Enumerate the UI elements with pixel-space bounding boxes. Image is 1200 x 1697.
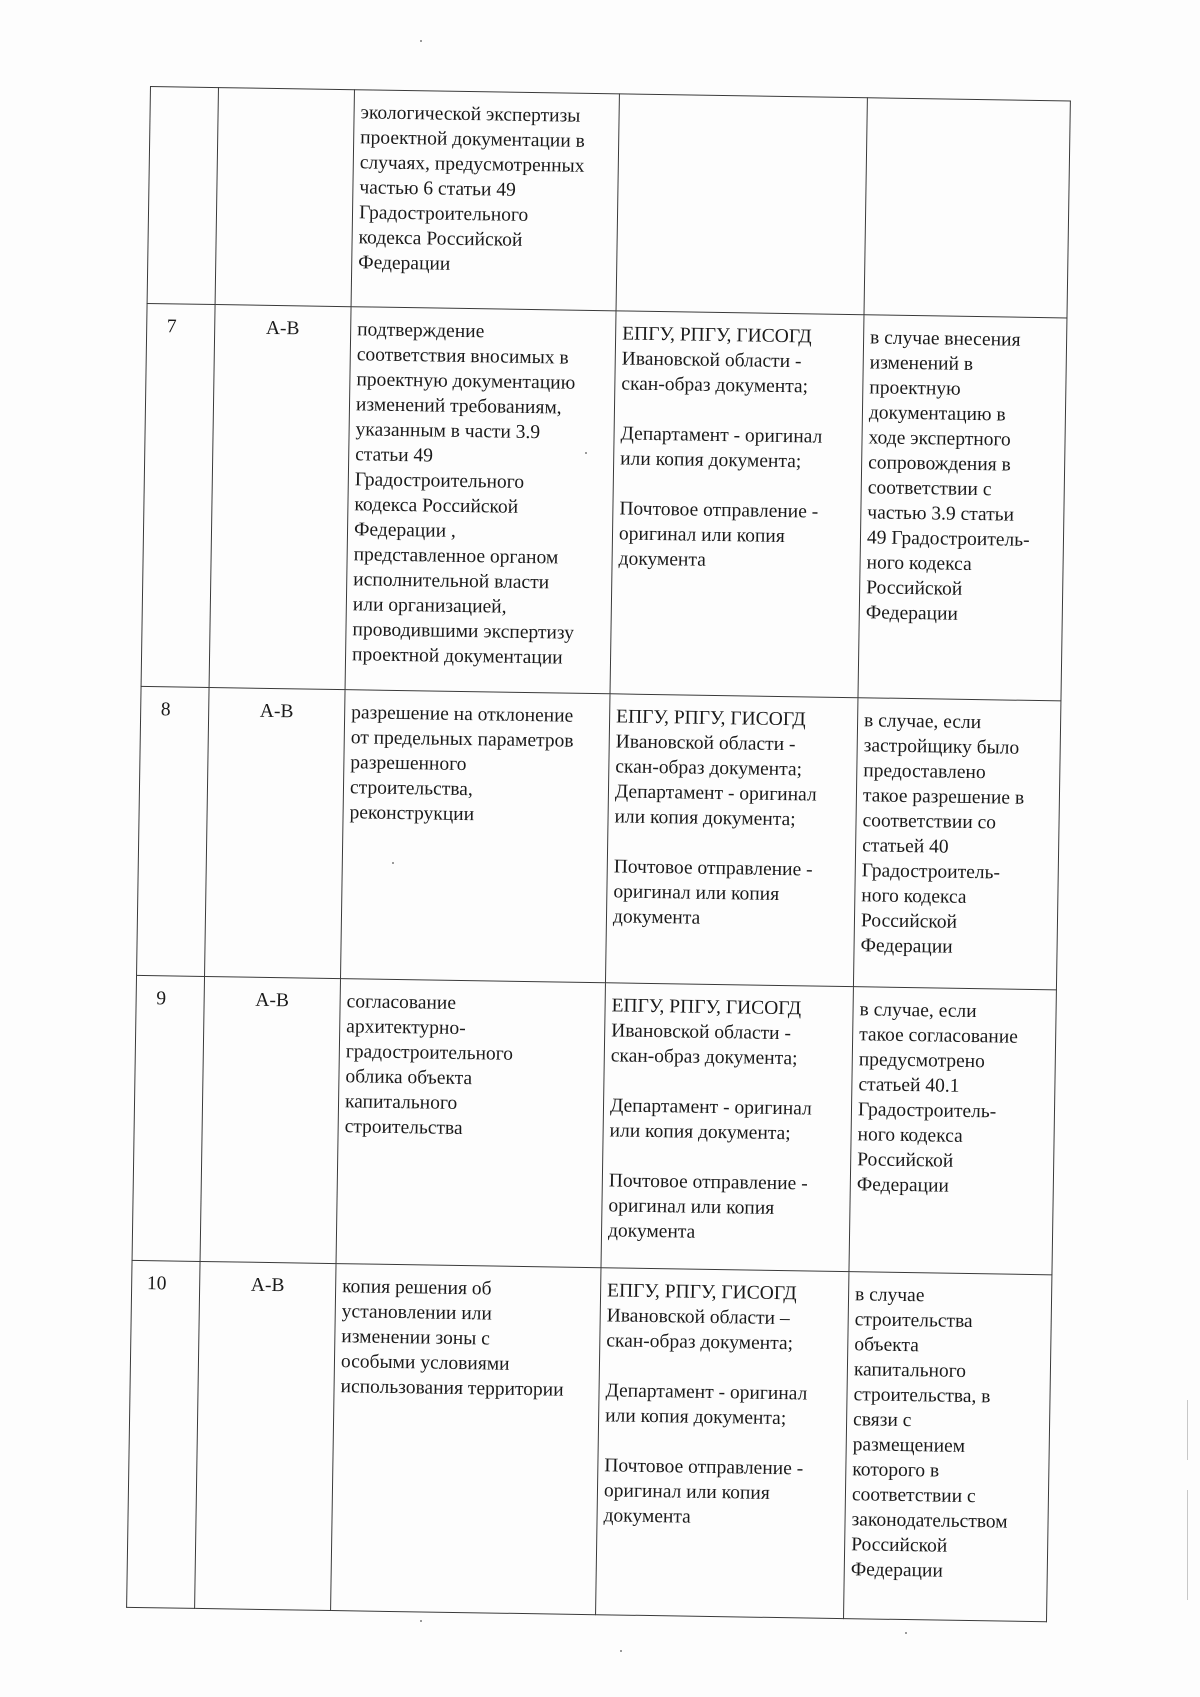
row-number: 8 — [160, 699, 171, 721]
note-cell — [858, 315, 1067, 701]
document-name-cell — [336, 979, 605, 1268]
document-name-text: разрешение на отклонение от предельных параметров разрешенного строительства, реконструкции — [349, 702, 574, 826]
submission-method-cell — [610, 311, 864, 698]
submission-method-text: ЕПГУ, РПГУ, ГИСОГД Ивановской области - скан-образ документа; Департамент - оригинал или копия документа; Почтовое отправление - оригинал или копия документа — [618, 323, 823, 571]
row-number-cell — [141, 303, 215, 687]
scan-edge-mark — [1187, 1400, 1188, 1460]
row-number: 9 — [156, 988, 167, 1010]
row-code: А-В — [250, 1274, 285, 1297]
row-code-cell — [205, 688, 346, 979]
row-number: 7 — [166, 316, 177, 338]
document-name-cell — [341, 690, 611, 983]
note-text: в случае, если застройщику было предоставлено такое разрешение в соответствии со статьей 40 Градостроитель- ного кодекса Российской Федерации — [860, 710, 1025, 958]
scan-speck — [905, 1632, 907, 1634]
submission-method-cell — [616, 94, 867, 315]
row-number-cell — [127, 1260, 200, 1608]
scan-edge-mark — [1187, 1490, 1188, 1600]
scan-speck — [420, 1620, 422, 1622]
row-code-cell — [195, 1261, 336, 1610]
document-name-cell — [345, 307, 616, 694]
note-text: в случае, если такое согласование предусмотрено статьей 40.1 Градостроитель- ного кодекса Российской Федерации — [856, 999, 1019, 1197]
table-row — [127, 1260, 1052, 1621]
note-cell — [849, 987, 1056, 1275]
table-row-continuation — [147, 87, 1070, 318]
row-number-cell — [137, 686, 210, 976]
row-code: А-В — [265, 317, 300, 340]
table-row — [132, 975, 1056, 1274]
submission-method-cell — [605, 694, 858, 987]
documents-table — [126, 86, 1071, 1622]
row-number-cell — [147, 87, 218, 305]
document-name-text: экологической экспертизы проектной документации в случаях, предусмотренных частью 6 статьи 49 Градостроительного кодекса Российской Федерации — [358, 102, 586, 275]
document-name-cell — [331, 1264, 601, 1615]
note-cell — [853, 698, 1061, 990]
scan-speck — [620, 1650, 622, 1652]
scan-speck — [420, 40, 422, 42]
document-name-text: согласование архитектурно- градостроительного облика объекта капитального строительства — [344, 991, 514, 1140]
table-row — [141, 303, 1067, 700]
row-code-cell — [215, 88, 354, 307]
scan-speck — [585, 452, 587, 454]
submission-method-text: ЕПГУ, РПГУ, ГИСОГД Ивановской области - скан-образ документа; Департамент - оригинал или копия документа; Почтовое отправление - оригинал или копия документа — [607, 995, 812, 1243]
note-text: в случае строительства объекта капитального строительства, в связи с размещением которого в соответствии с законодательством Российской Федерации — [850, 1284, 1008, 1582]
submission-method-text: ЕПГУ, РПГУ, ГИСОГД Ивановской области - скан-образ документа; Департамент - оригинал или копия документа; Почтовое отправление - оригинал или копия документа — [612, 706, 817, 929]
document-name-cell — [351, 90, 619, 311]
row-code-cell — [200, 976, 340, 1263]
row-code-cell — [209, 305, 351, 690]
submission-method-cell — [596, 1268, 849, 1619]
document-name-text: копия решения об установлении или изменении зоны с особыми условиями использования территории — [340, 1276, 564, 1401]
table-row — [137, 686, 1061, 989]
row-number: 10 — [146, 1273, 167, 1295]
note-cell — [864, 98, 1070, 318]
row-number-cell — [132, 975, 204, 1261]
submission-method-text: ЕПГУ, РПГУ, ГИСОГД Ивановской области – скан-образ документа; Департамент - оригинал или копия документа; Почтовое отправление - оригинал или копия документа — [603, 1280, 808, 1528]
row-code: А-В — [255, 989, 290, 1012]
submission-method-cell — [601, 983, 853, 1272]
note-cell — [844, 1272, 1052, 1622]
document-name-text: подтверждение соответствия вносимых в проектную документацию изменений требованиям, указанным в части 3.9 статьи 49 Градостроительного кодекса Российской Федерации , представленное органом исполнительной власти или организацией, проводившими экспертизу проектной документации — [351, 319, 576, 669]
scan-speck — [392, 862, 394, 864]
note-text: в случае внесения изменений в проектную документацию в ходе экспертного сопровождения в соответствии с частью 3.9 статьи 49 Градостроитель- ного кодекса Российской Федерации — [865, 327, 1030, 625]
row-code: А-В — [259, 700, 294, 723]
